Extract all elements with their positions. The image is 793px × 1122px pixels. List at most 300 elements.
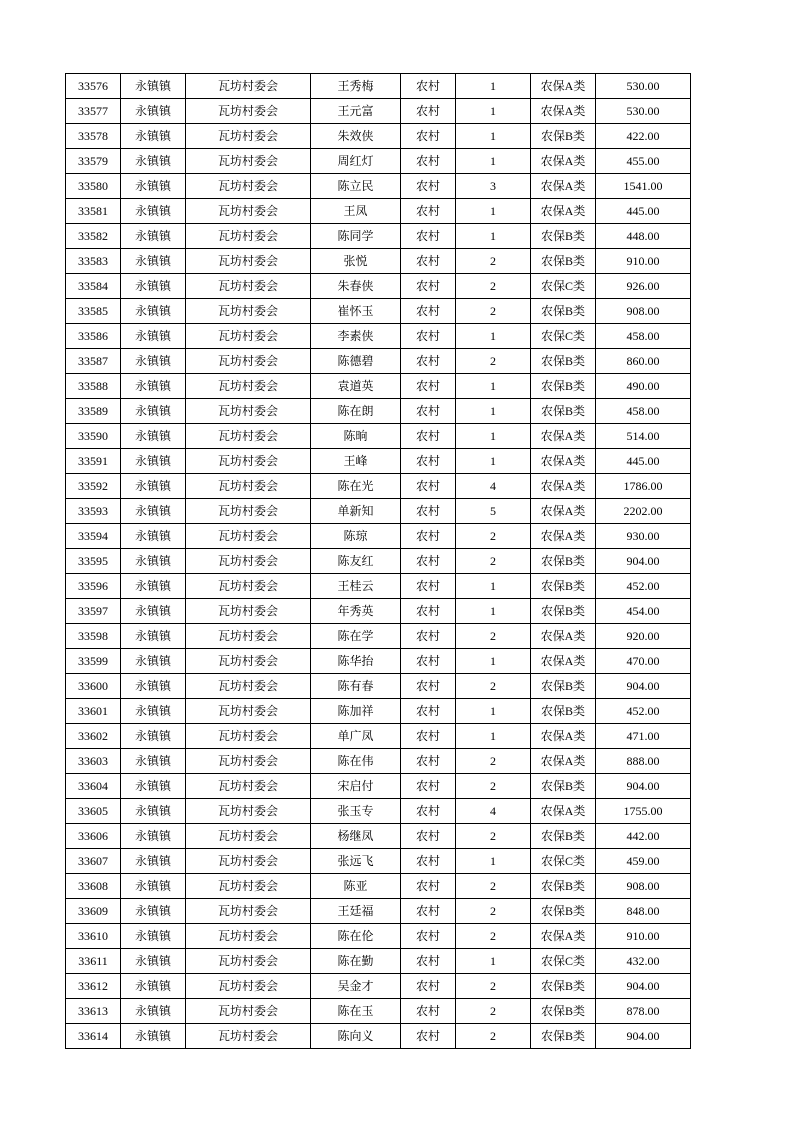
- village-committee: 瓦坊村委会: [186, 74, 311, 99]
- amount: 448.00: [596, 224, 691, 249]
- person-count: 1: [456, 224, 531, 249]
- town: 永镇镇: [121, 424, 186, 449]
- category: 农村: [401, 874, 456, 899]
- record-id: 33576: [66, 74, 121, 99]
- table-row: [66, 399, 691, 424]
- amount: 904.00: [596, 549, 691, 574]
- insurance-type: 农保C类: [531, 274, 596, 299]
- person-name: 单广凤: [311, 724, 401, 749]
- table-row: [66, 374, 691, 399]
- amount: 926.00: [596, 274, 691, 299]
- table-row: [66, 749, 691, 774]
- category: 农村: [401, 149, 456, 174]
- person-name: 袁道英: [311, 374, 401, 399]
- town: 永镇镇: [121, 449, 186, 474]
- village-committee: 瓦坊村委会: [186, 424, 311, 449]
- record-id: 33595: [66, 549, 121, 574]
- table-row: [66, 324, 691, 349]
- town: 永镇镇: [121, 149, 186, 174]
- table-body: [66, 74, 691, 1049]
- person-name: 陈在玉: [311, 999, 401, 1024]
- person-count: 1: [456, 149, 531, 174]
- table-row: [66, 699, 691, 724]
- category: 农村: [401, 274, 456, 299]
- town: 永镇镇: [121, 849, 186, 874]
- category: 农村: [401, 224, 456, 249]
- person-count: 2: [456, 874, 531, 899]
- insurance-type: 农保B类: [531, 349, 596, 374]
- amount: 454.00: [596, 599, 691, 624]
- table-row: [66, 824, 691, 849]
- town: 永镇镇: [121, 199, 186, 224]
- person-name: 陈友红: [311, 549, 401, 574]
- amount: 878.00: [596, 999, 691, 1024]
- category: 农村: [401, 724, 456, 749]
- village-committee: 瓦坊村委会: [186, 249, 311, 274]
- town: 永镇镇: [121, 274, 186, 299]
- category: 农村: [401, 574, 456, 599]
- insurance-type: 农保A类: [531, 724, 596, 749]
- record-id: 33612: [66, 974, 121, 999]
- category: 农村: [401, 849, 456, 874]
- person-count: 2: [456, 524, 531, 549]
- amount: 888.00: [596, 749, 691, 774]
- table-row: [66, 774, 691, 799]
- record-id: 33583: [66, 249, 121, 274]
- town: 永镇镇: [121, 874, 186, 899]
- category: 农村: [401, 299, 456, 324]
- table-row: [66, 574, 691, 599]
- person-name: 陈德碧: [311, 349, 401, 374]
- town: 永镇镇: [121, 349, 186, 374]
- person-count: 1: [456, 99, 531, 124]
- insurance-type: 农保C类: [531, 849, 596, 874]
- person-name: 陈晌: [311, 424, 401, 449]
- record-id: 33599: [66, 649, 121, 674]
- insurance-type: 农保A类: [531, 924, 596, 949]
- person-count: 1: [456, 324, 531, 349]
- record-id: 33613: [66, 999, 121, 1024]
- person-count: 1: [456, 199, 531, 224]
- table-row: [66, 249, 691, 274]
- table-row: [66, 974, 691, 999]
- person-name: 宋启付: [311, 774, 401, 799]
- category: 农村: [401, 974, 456, 999]
- town: 永镇镇: [121, 949, 186, 974]
- insurance-type: 农保B类: [531, 399, 596, 424]
- person-count: 2: [456, 924, 531, 949]
- insurance-type: 农保B类: [531, 699, 596, 724]
- amount: 530.00: [596, 74, 691, 99]
- insurance-type: 农保A类: [531, 749, 596, 774]
- person-name: 单新知: [311, 499, 401, 524]
- town: 永镇镇: [121, 399, 186, 424]
- person-name: 陈同学: [311, 224, 401, 249]
- village-committee: 瓦坊村委会: [186, 699, 311, 724]
- town: 永镇镇: [121, 824, 186, 849]
- category: 农村: [401, 374, 456, 399]
- insurance-type: 农保A类: [531, 99, 596, 124]
- person-name: 王元富: [311, 99, 401, 124]
- table-row: [66, 449, 691, 474]
- town: 永镇镇: [121, 724, 186, 749]
- person-count: 3: [456, 174, 531, 199]
- person-count: 2: [456, 774, 531, 799]
- amount: 920.00: [596, 624, 691, 649]
- record-id: 33582: [66, 224, 121, 249]
- insurance-type: 农保B类: [531, 124, 596, 149]
- record-id: 33598: [66, 624, 121, 649]
- table-row: [66, 474, 691, 499]
- record-id: 33600: [66, 674, 121, 699]
- person-name: 王桂云: [311, 574, 401, 599]
- record-id: 33593: [66, 499, 121, 524]
- town: 永镇镇: [121, 124, 186, 149]
- amount: 910.00: [596, 249, 691, 274]
- table-row: [66, 174, 691, 199]
- village-committee: 瓦坊村委会: [186, 949, 311, 974]
- village-committee: 瓦坊村委会: [186, 674, 311, 699]
- village-committee: 瓦坊村委会: [186, 149, 311, 174]
- amount: 470.00: [596, 649, 691, 674]
- amount: 908.00: [596, 299, 691, 324]
- town: 永镇镇: [121, 774, 186, 799]
- person-name: 吴金才: [311, 974, 401, 999]
- table-row: [66, 899, 691, 924]
- table-row: [66, 549, 691, 574]
- table-row: [66, 299, 691, 324]
- table-row: [66, 674, 691, 699]
- table-row: [66, 99, 691, 124]
- person-name: 王廷福: [311, 899, 401, 924]
- insurance-type: 农保B类: [531, 599, 596, 624]
- person-count: 2: [456, 974, 531, 999]
- amount: 848.00: [596, 899, 691, 924]
- category: 农村: [401, 499, 456, 524]
- person-name: 陈在学: [311, 624, 401, 649]
- town: 永镇镇: [121, 374, 186, 399]
- amount: 452.00: [596, 574, 691, 599]
- person-count: 2: [456, 299, 531, 324]
- village-committee: 瓦坊村委会: [186, 349, 311, 374]
- town: 永镇镇: [121, 1024, 186, 1049]
- amount: 490.00: [596, 374, 691, 399]
- insurance-type: 农保A类: [531, 799, 596, 824]
- record-id: 33590: [66, 424, 121, 449]
- village-committee: 瓦坊村委会: [186, 124, 311, 149]
- table-row: [66, 524, 691, 549]
- record-id: 33603: [66, 749, 121, 774]
- category: 农村: [401, 399, 456, 424]
- person-name: 张悦: [311, 249, 401, 274]
- person-name: 年秀英: [311, 599, 401, 624]
- insurance-type: 农保A类: [531, 174, 596, 199]
- village-committee: 瓦坊村委会: [186, 874, 311, 899]
- category: 农村: [401, 1024, 456, 1049]
- category: 农村: [401, 424, 456, 449]
- person-count: 1: [456, 399, 531, 424]
- category: 农村: [401, 474, 456, 499]
- village-committee: 瓦坊村委会: [186, 324, 311, 349]
- insurance-type: 农保A类: [531, 524, 596, 549]
- table-row: [66, 74, 691, 99]
- person-count: 1: [456, 724, 531, 749]
- town: 永镇镇: [121, 324, 186, 349]
- insurance-type: 农保A类: [531, 449, 596, 474]
- village-committee: 瓦坊村委会: [186, 449, 311, 474]
- town: 永镇镇: [121, 299, 186, 324]
- table-row: [66, 924, 691, 949]
- person-count: 2: [456, 1024, 531, 1049]
- table-row: [66, 149, 691, 174]
- village-committee: 瓦坊村委会: [186, 524, 311, 549]
- insurance-type: 农保B类: [531, 674, 596, 699]
- person-count: 2: [456, 549, 531, 574]
- village-committee: 瓦坊村委会: [186, 999, 311, 1024]
- record-id: 33592: [66, 474, 121, 499]
- person-count: 2: [456, 349, 531, 374]
- insurance-type: 农保B类: [531, 824, 596, 849]
- record-id: 33605: [66, 799, 121, 824]
- amount: 459.00: [596, 849, 691, 874]
- insurance-type: 农保C类: [531, 324, 596, 349]
- village-committee: 瓦坊村委会: [186, 774, 311, 799]
- amount: 1755.00: [596, 799, 691, 824]
- insurance-type: 农保A类: [531, 624, 596, 649]
- amount: 445.00: [596, 199, 691, 224]
- insurance-type: 农保A类: [531, 424, 596, 449]
- person-count: 2: [456, 624, 531, 649]
- record-id: 33587: [66, 349, 121, 374]
- town: 永镇镇: [121, 74, 186, 99]
- village-committee: 瓦坊村委会: [186, 474, 311, 499]
- record-id: 33589: [66, 399, 121, 424]
- person-count: 1: [456, 574, 531, 599]
- insurance-type: 农保B类: [531, 224, 596, 249]
- person-count: 2: [456, 824, 531, 849]
- amount: 904.00: [596, 674, 691, 699]
- record-id: 33591: [66, 449, 121, 474]
- person-count: 1: [456, 424, 531, 449]
- table-row: [66, 599, 691, 624]
- village-committee: 瓦坊村委会: [186, 824, 311, 849]
- village-committee: 瓦坊村委会: [186, 199, 311, 224]
- table-row: [66, 874, 691, 899]
- record-id: 33608: [66, 874, 121, 899]
- person-name: 周红灯: [311, 149, 401, 174]
- record-id: 33614: [66, 1024, 121, 1049]
- table-row: [66, 349, 691, 374]
- category: 农村: [401, 599, 456, 624]
- amount: 860.00: [596, 349, 691, 374]
- table-row: [66, 1024, 691, 1049]
- category: 农村: [401, 524, 456, 549]
- insurance-type: 农保B类: [531, 974, 596, 999]
- category: 农村: [401, 749, 456, 774]
- record-id: 33577: [66, 99, 121, 124]
- record-id: 33579: [66, 149, 121, 174]
- amount: 904.00: [596, 1024, 691, 1049]
- category: 农村: [401, 549, 456, 574]
- town: 永镇镇: [121, 224, 186, 249]
- town: 永镇镇: [121, 674, 186, 699]
- category: 农村: [401, 174, 456, 199]
- person-count: 1: [456, 599, 531, 624]
- insurance-type: 农保B类: [531, 899, 596, 924]
- town: 永镇镇: [121, 699, 186, 724]
- person-name: 朱效侠: [311, 124, 401, 149]
- amount: 442.00: [596, 824, 691, 849]
- amount: 458.00: [596, 399, 691, 424]
- village-committee: 瓦坊村委会: [186, 649, 311, 674]
- village-committee: 瓦坊村委会: [186, 399, 311, 424]
- person-count: 5: [456, 499, 531, 524]
- record-id: 33606: [66, 824, 121, 849]
- amount: 904.00: [596, 774, 691, 799]
- person-name: 王秀梅: [311, 74, 401, 99]
- amount: 2202.00: [596, 499, 691, 524]
- category: 农村: [401, 449, 456, 474]
- person-name: 陈向义: [311, 1024, 401, 1049]
- amount: 455.00: [596, 149, 691, 174]
- amount: 904.00: [596, 974, 691, 999]
- record-id: 33580: [66, 174, 121, 199]
- insurance-type: 农保A类: [531, 649, 596, 674]
- person-count: 4: [456, 474, 531, 499]
- town: 永镇镇: [121, 974, 186, 999]
- category: 农村: [401, 799, 456, 824]
- village-committee: 瓦坊村委会: [186, 574, 311, 599]
- category: 农村: [401, 949, 456, 974]
- person-count: 1: [456, 124, 531, 149]
- amount: 422.00: [596, 124, 691, 149]
- insurance-type: 农保A类: [531, 149, 596, 174]
- category: 农村: [401, 649, 456, 674]
- table-row: [66, 724, 691, 749]
- village-committee: 瓦坊村委会: [186, 924, 311, 949]
- town: 永镇镇: [121, 649, 186, 674]
- person-count: 1: [456, 949, 531, 974]
- village-committee: 瓦坊村委会: [186, 174, 311, 199]
- benefits-table: [65, 73, 691, 1049]
- table-row: [66, 424, 691, 449]
- amount: 432.00: [596, 949, 691, 974]
- amount: 530.00: [596, 99, 691, 124]
- person-name: 陈立民: [311, 174, 401, 199]
- amount: 458.00: [596, 324, 691, 349]
- category: 农村: [401, 774, 456, 799]
- person-name: 张玉专: [311, 799, 401, 824]
- person-name: 陈亚: [311, 874, 401, 899]
- person-count: 2: [456, 249, 531, 274]
- town: 永镇镇: [121, 174, 186, 199]
- category: 农村: [401, 349, 456, 374]
- category: 农村: [401, 924, 456, 949]
- person-name: 陈在朗: [311, 399, 401, 424]
- village-committee: 瓦坊村委会: [186, 724, 311, 749]
- table-row: [66, 999, 691, 1024]
- record-id: 33585: [66, 299, 121, 324]
- town: 永镇镇: [121, 599, 186, 624]
- person-count: 2: [456, 899, 531, 924]
- amount: 514.00: [596, 424, 691, 449]
- insurance-type: 农保B类: [531, 574, 596, 599]
- person-name: 王凤: [311, 199, 401, 224]
- town: 永镇镇: [121, 474, 186, 499]
- record-id: 33584: [66, 274, 121, 299]
- table-row: [66, 124, 691, 149]
- amount: 910.00: [596, 924, 691, 949]
- village-committee: 瓦坊村委会: [186, 749, 311, 774]
- amount: 1541.00: [596, 174, 691, 199]
- insurance-type: 农保B类: [531, 874, 596, 899]
- insurance-type: 农保A类: [531, 199, 596, 224]
- category: 农村: [401, 74, 456, 99]
- person-count: 4: [456, 799, 531, 824]
- insurance-type: 农保B类: [531, 999, 596, 1024]
- person-name: 陈加祥: [311, 699, 401, 724]
- person-count: 2: [456, 274, 531, 299]
- table-row: [66, 274, 691, 299]
- person-count: 2: [456, 674, 531, 699]
- insurance-type: 农保B类: [531, 299, 596, 324]
- record-id: 33602: [66, 724, 121, 749]
- village-committee: 瓦坊村委会: [186, 974, 311, 999]
- town: 永镇镇: [121, 924, 186, 949]
- table-row: [66, 199, 691, 224]
- record-id: 33594: [66, 524, 121, 549]
- town: 永镇镇: [121, 499, 186, 524]
- category: 农村: [401, 674, 456, 699]
- village-committee: 瓦坊村委会: [186, 549, 311, 574]
- table-row: [66, 849, 691, 874]
- category: 农村: [401, 999, 456, 1024]
- village-committee: 瓦坊村委会: [186, 1024, 311, 1049]
- town: 永镇镇: [121, 524, 186, 549]
- insurance-type: 农保B类: [531, 249, 596, 274]
- insurance-type: 农保C类: [531, 949, 596, 974]
- table-row: [66, 499, 691, 524]
- village-committee: 瓦坊村委会: [186, 624, 311, 649]
- record-id: 33588: [66, 374, 121, 399]
- person-name: 陈在光: [311, 474, 401, 499]
- village-committee: 瓦坊村委会: [186, 99, 311, 124]
- insurance-type: 农保B类: [531, 1024, 596, 1049]
- record-id: 33607: [66, 849, 121, 874]
- person-name: 陈在伦: [311, 924, 401, 949]
- category: 农村: [401, 124, 456, 149]
- record-id: 33601: [66, 699, 121, 724]
- insurance-type: 农保B类: [531, 374, 596, 399]
- table-row: [66, 624, 691, 649]
- town: 永镇镇: [121, 799, 186, 824]
- village-committee: 瓦坊村委会: [186, 799, 311, 824]
- insurance-type: 农保A类: [531, 474, 596, 499]
- town: 永镇镇: [121, 999, 186, 1024]
- person-count: 2: [456, 999, 531, 1024]
- person-count: 2: [456, 749, 531, 774]
- town: 永镇镇: [121, 99, 186, 124]
- record-id: 33597: [66, 599, 121, 624]
- person-name: 崔怀玉: [311, 299, 401, 324]
- record-id: 33609: [66, 899, 121, 924]
- category: 农村: [401, 824, 456, 849]
- insurance-type: 农保A类: [531, 499, 596, 524]
- person-count: 1: [456, 649, 531, 674]
- town: 永镇镇: [121, 899, 186, 924]
- record-id: 33611: [66, 949, 121, 974]
- person-name: 王峰: [311, 449, 401, 474]
